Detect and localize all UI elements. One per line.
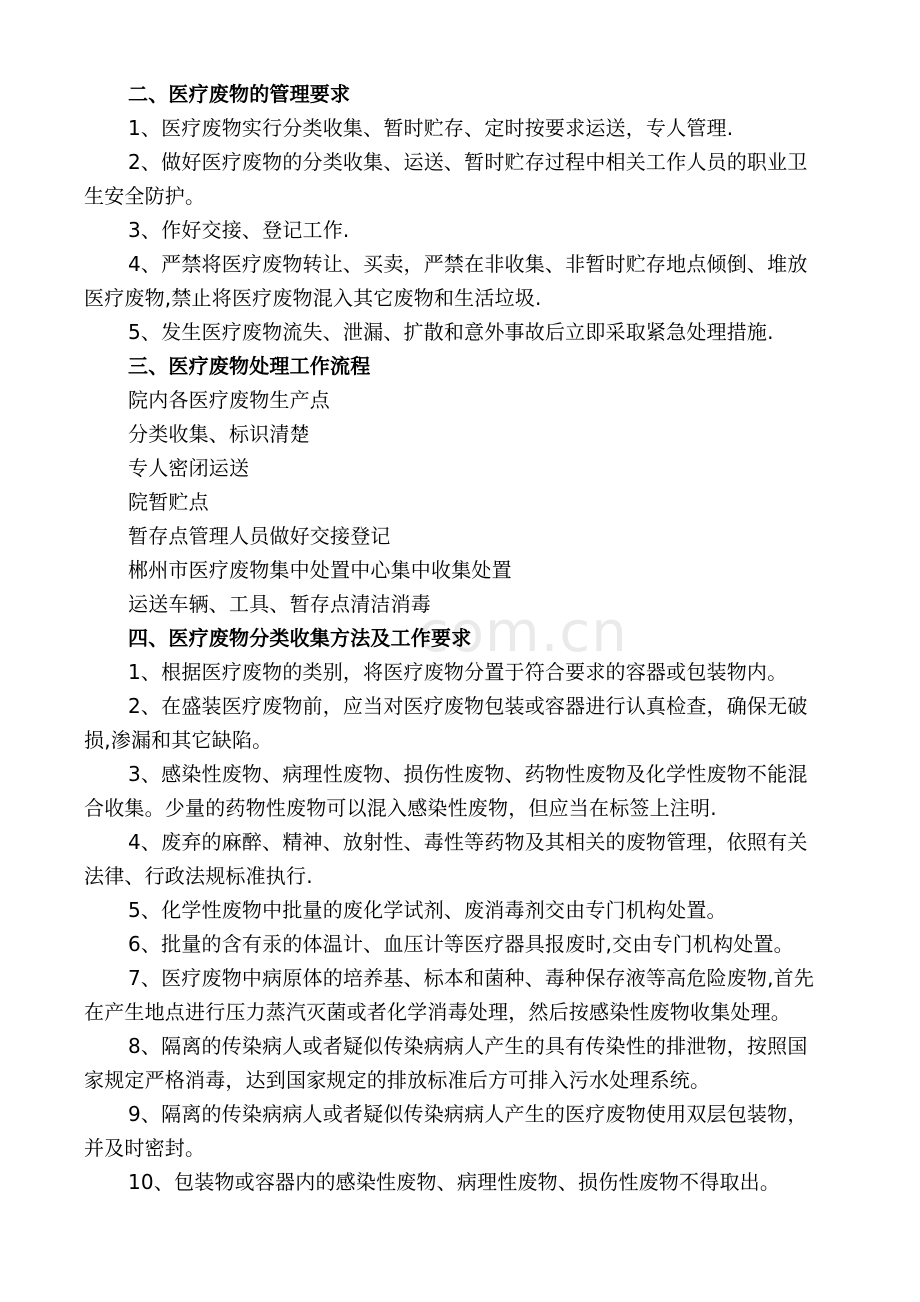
paragraph-line: 7、医疗废物中病原体的培养基、标本和菌种、毒种保存液等高危险废物,首先 <box>128 966 815 990</box>
paragraph-line: 3、作好交接、登记工作. <box>128 218 350 242</box>
paragraph-continuation: 医疗废物,禁止将医疗废物混入其它废物和生活垃圾. <box>84 286 542 310</box>
section-heading: 四、医疗废物分类收集方法及工作要求 <box>128 626 472 650</box>
workflow-step: 分类收集、标识清楚 <box>128 422 310 446</box>
workflow-step: 院内各医疗废物生产点 <box>128 388 330 412</box>
paragraph-continuation: 法律、行政法规标准执行. <box>84 864 313 888</box>
section-heading: 二、医疗废物的管理要求 <box>128 82 351 106</box>
workflow-step: 专人密闭运送 <box>128 456 250 480</box>
paragraph-line: 1、根据医疗废物的类别，将医疗废物分置于符合要求的容器或包装物内。 <box>128 660 788 684</box>
paragraph-line: 5、化学性废物中批量的废化学试剂、废消毒剂交由专门机构处置。 <box>128 898 727 922</box>
paragraph-line: 6、批量的含有汞的体温计、血压计等医疗器具报废时,交由专门机构处置。 <box>128 932 794 956</box>
paragraph-continuation: 并及时密封。 <box>84 1136 206 1160</box>
workflow-step: 郴州市医疗废物集中处置中心集中收集处置 <box>128 558 512 582</box>
paragraph-line: 10、包装物或容器内的感染性废物、病理性废物、损伤性废物不得取出。 <box>128 1170 781 1194</box>
paragraph-continuation: 合收集。少量的药物性废物可以混入感染性废物，但应当在标签上注明. <box>84 796 717 820</box>
document-body <box>84 77 854 1199</box>
paragraph-line: 2、在盛装医疗废物前，应当对医疗废物包装或容器进行认真检查，确保无破 <box>128 694 808 718</box>
paragraph-line: 4、严禁将医疗废物转让、买卖，严禁在非收集、非暂时贮存地点倾倒、堆放 <box>128 252 808 276</box>
workflow-step: 院暂贮点 <box>128 490 209 514</box>
paragraph-line: 4、废弃的麻醉、精神、放射性、毒性等药物及其相关的废物管理，依照有关 <box>128 830 808 854</box>
workflow-step: 暂存点管理人员做好交接登记 <box>128 524 391 548</box>
paragraph-continuation: 家规定严格消毒，达到国家规定的排放标准后方可排入污水处理系统。 <box>84 1068 711 1092</box>
section-heading: 三、医疗废物处理工作流程 <box>128 354 371 378</box>
paragraph-continuation: 损,渗漏和其它缺陷。 <box>84 728 273 752</box>
paragraph-continuation: 在产生地点进行压力蒸汽灭菌或者化学消毒处理，然后按感染性废物收集处理。 <box>84 1000 791 1024</box>
paragraph-continuation: 生安全防护。 <box>84 184 206 208</box>
paragraph-line: 5、发生医疗废物流失、泄漏、扩散和意外事故后立即采取紧急处理措施. <box>128 320 774 344</box>
paragraph-line: 9、隔离的传染病病人或者疑似传染病病人产生的医疗废物使用双层包装物， <box>128 1102 808 1126</box>
paragraph-line: 3、感染性废物、病理性废物、损伤性废物、药物性废物及化学性废物不能混 <box>128 762 808 786</box>
paragraph-line: 1、医疗废物实行分类收集、暂时贮存、定时按要求运送，专人管理. <box>128 116 734 140</box>
paragraph-line: 2、做好医疗废物的分类收集、运送、暂时贮存过程中相关工作人员的职业卫 <box>128 150 808 174</box>
paragraph-line: 8、隔离的传染病人或者疑似传染病病人产生的具有传染性的排泄物，按照国 <box>128 1034 808 1058</box>
workflow-step: 运送车辆、工具、暂存点清洁消毒 <box>128 592 431 616</box>
watermark: com.cn <box>418 600 628 665</box>
